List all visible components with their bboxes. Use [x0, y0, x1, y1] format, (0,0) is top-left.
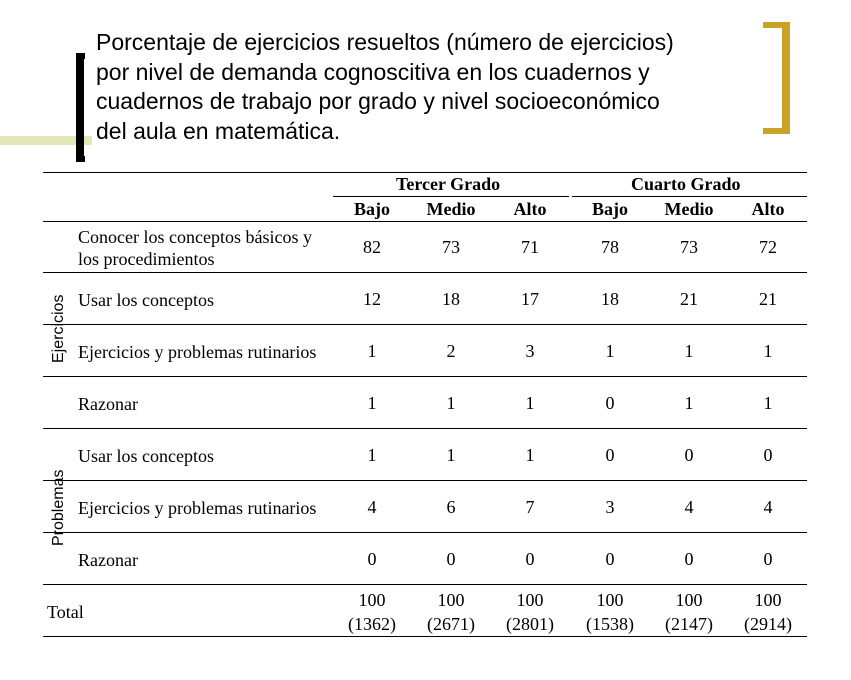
table-cell: 3	[605, 497, 615, 517]
subheader-bajo: Bajo	[354, 199, 390, 219]
table-cell: 1	[763, 393, 773, 413]
total-value: 100	[437, 590, 465, 610]
table-cell: 71	[521, 237, 539, 257]
table-cell: 1	[367, 341, 377, 361]
row-rule	[43, 532, 807, 533]
table-cell: 0	[763, 549, 773, 569]
table-cell: 0	[367, 549, 377, 569]
row-label: Razonar	[78, 394, 138, 414]
table-cell: 4	[763, 497, 773, 517]
total-top-rule	[43, 584, 807, 585]
row-label: Razonar	[78, 550, 138, 570]
row-label	[78, 226, 312, 270]
row-label: Usar los conceptos	[78, 290, 214, 310]
total-count: (2147)	[665, 614, 713, 634]
table-top-rule	[43, 172, 807, 173]
table-cell: 1	[367, 393, 377, 413]
table-cell: 0	[605, 393, 615, 413]
table-cell: 18	[601, 289, 619, 309]
table-cell: 73	[442, 237, 460, 257]
table-cell: 1	[525, 393, 535, 413]
slide-title	[96, 28, 746, 146]
row-rule	[43, 272, 807, 273]
table-cell: 4	[684, 497, 694, 517]
subheader-bajo: Bajo	[592, 199, 628, 219]
section-label-problemas: Problemas	[50, 469, 67, 546]
table-cell: 1	[763, 341, 773, 361]
row-label-line: Conocer los conceptos básicos y	[78, 227, 312, 247]
left-bracket-decoration	[76, 53, 85, 162]
total-count: (1538)	[586, 614, 634, 634]
row-label: Ejercicios y problemas rutinarios	[78, 342, 317, 362]
table-cell: 1	[605, 341, 615, 361]
table-cell: 2	[446, 341, 456, 361]
group-underline-tercer	[333, 196, 569, 197]
header-bottom-rule	[43, 221, 807, 222]
table-cell: 12	[363, 289, 381, 309]
table-cell: 73	[680, 237, 698, 257]
table-cell: 1	[446, 393, 456, 413]
row-label-line: los procedimientos	[78, 249, 215, 269]
row-label: Usar los conceptos	[78, 446, 214, 466]
total-value: 100	[754, 590, 782, 610]
total-label: Total	[47, 602, 84, 622]
table-cell: 7	[525, 497, 535, 517]
row-rule	[43, 324, 807, 325]
subheader-medio: Medio	[426, 199, 476, 219]
table-cell: 0	[605, 549, 615, 569]
total-count: (1362)	[348, 614, 396, 634]
total-count: (2914)	[744, 614, 792, 634]
table-cell: 1	[367, 445, 377, 465]
table-cell: 1	[684, 341, 694, 361]
table-bottom-rule	[43, 636, 807, 637]
title-line: cuadernos de trabajo por grado y nivel socioeconómico	[96, 88, 660, 114]
total-value: 100	[596, 590, 624, 610]
table-cell: 0	[525, 549, 535, 569]
row-label: Ejercicios y problemas rutinarios	[78, 498, 317, 518]
table-cell: 17	[521, 289, 539, 309]
table-cell: 1	[446, 445, 456, 465]
table-cell: 0	[605, 445, 615, 465]
section-label-ejercicios: Ejercicios	[50, 294, 67, 363]
table-cell: 21	[759, 289, 777, 309]
table-cell: 78	[601, 237, 619, 257]
table-cell: 82	[363, 237, 381, 257]
table-cell: 4	[367, 497, 377, 517]
group-header-tercer: Tercer Grado	[396, 174, 501, 194]
group-underline-cuarto	[572, 196, 807, 197]
table-cell: 6	[446, 497, 456, 517]
total-count: (2801)	[506, 614, 554, 634]
title-line: del aula en matemática.	[96, 117, 341, 144]
subheader-alto: Alto	[751, 199, 785, 219]
row-rule	[43, 376, 807, 377]
total-value: 100	[358, 590, 386, 610]
total-value: 100	[516, 590, 544, 610]
total-count: (2671)	[427, 614, 475, 634]
table-cell: 72	[759, 237, 777, 257]
total-value: 100	[675, 590, 703, 610]
row-rule	[43, 480, 807, 481]
table-cell: 1	[684, 393, 694, 413]
table-cell: 0	[684, 549, 694, 569]
table-cell: 0	[446, 549, 456, 569]
table-cell: 0	[763, 445, 773, 465]
group-header-cuarto: Cuarto Grado	[631, 174, 741, 194]
table-cell: 0	[684, 445, 694, 465]
subheader-medio: Medio	[664, 199, 714, 219]
right-bracket-decoration	[763, 22, 790, 134]
title-line: Porcentaje de ejercicios resueltos (número de ejercicios)	[96, 29, 674, 55]
table-cell: 3	[525, 341, 535, 361]
title-line: por nivel de demanda cognoscitiva en los cuadernos y	[96, 58, 650, 85]
table-cell: 18	[442, 289, 460, 309]
subheader-alto: Alto	[513, 199, 547, 219]
table-cell: 21	[680, 289, 698, 309]
table-cell: 1	[525, 445, 535, 465]
section-rule	[43, 428, 807, 429]
